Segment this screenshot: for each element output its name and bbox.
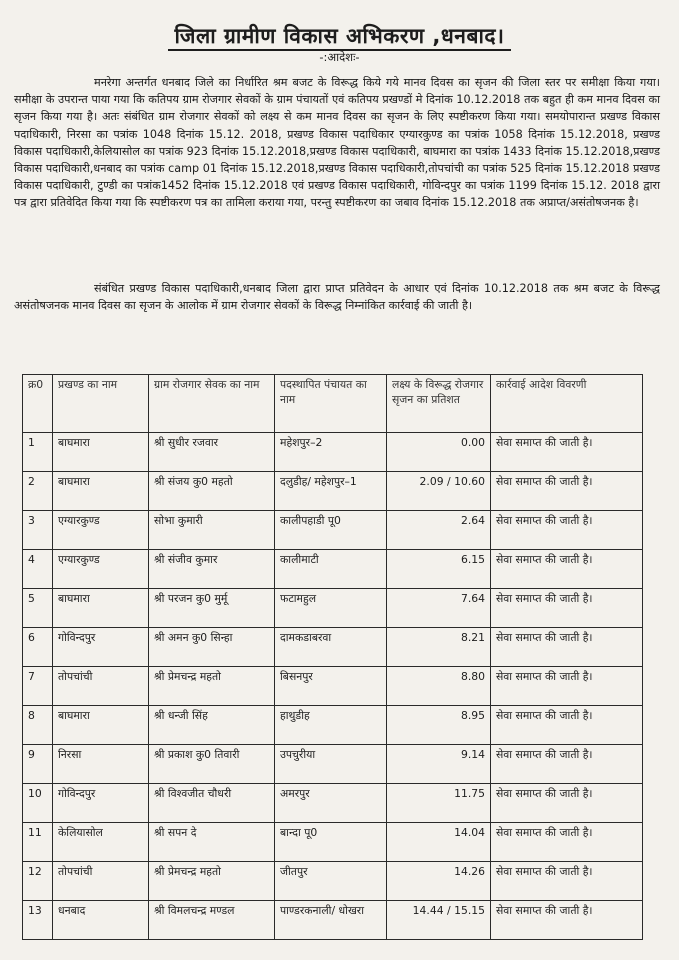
cell-sevak: श्री संजय कु0 महतो — [149, 472, 275, 511]
cell-panchayat: जीतपुर — [275, 862, 387, 901]
cell-block: बाघमारा — [53, 472, 149, 511]
cell-sn: 5 — [23, 589, 53, 628]
cell-block: एग्यारकुण्ड — [53, 550, 149, 589]
cell-sevak: श्री संजीव कुमार — [149, 550, 275, 589]
cell-sn: 8 — [23, 706, 53, 745]
table-body — [23, 433, 643, 940]
cell-block: निरसा — [53, 745, 149, 784]
cell-sevak: श्री प्रेमचन्द्र महतो — [149, 667, 275, 706]
table-row — [23, 901, 643, 940]
cell-panchayat: बिसनपुर — [275, 667, 387, 706]
cell-sn: 2 — [23, 472, 53, 511]
cell-panchayat: कालीपहाडी पू0 — [275, 511, 387, 550]
cell-percent: 2.09 / 10.60 — [387, 472, 491, 511]
cell-block: केलियासोल — [53, 823, 149, 862]
cell-percent: 8.80 — [387, 667, 491, 706]
table-row — [23, 784, 643, 823]
header-block: प्रखण्ड का नाम — [53, 375, 149, 433]
table-row — [23, 862, 643, 901]
document-title-text: जिला ग्रामीण विकास अभिकरण ,धनबाद। — [168, 24, 510, 51]
table-row — [23, 745, 643, 784]
cell-panchayat: उपचुरीया — [275, 745, 387, 784]
cell-panchayat: दामकडाबरवा — [275, 628, 387, 667]
cell-sevak: श्री सपन दे — [149, 823, 275, 862]
table-row — [23, 511, 643, 550]
cell-block: तोपचांची — [53, 667, 149, 706]
cell-panchayat: हाथुडीह — [275, 706, 387, 745]
table-row — [23, 550, 643, 589]
cell-sn: 10 — [23, 784, 53, 823]
cell-sn: 3 — [23, 511, 53, 550]
cell-panchayat: बान्दा पू0 — [275, 823, 387, 862]
cell-sn: 7 — [23, 667, 53, 706]
header-percent: लक्ष्य के विरूद्ध रोजगार सृजन का प्रतिशत — [387, 375, 491, 433]
cell-action: सेवा समाप्त की जाती है। — [491, 823, 643, 862]
table-row — [23, 667, 643, 706]
cell-percent: 14.44 / 15.15 — [387, 901, 491, 940]
cell-action: सेवा समाप्त की जाती है। — [491, 745, 643, 784]
cell-block: बाघमारा — [53, 706, 149, 745]
table-row — [23, 589, 643, 628]
cell-block: गोविन्दपुर — [53, 628, 149, 667]
cell-action: सेवा समाप्त की जाती है। — [491, 628, 643, 667]
cell-action: सेवा समाप्त की जाती है। — [491, 901, 643, 940]
cell-action: सेवा समाप्त की जाती है। — [491, 706, 643, 745]
cell-sn: 1 — [23, 433, 53, 472]
cell-action: सेवा समाप्त की जाती है। — [491, 589, 643, 628]
order-subtitle: -:आदेशः- — [319, 50, 360, 64]
cell-block: बाघमारा — [53, 433, 149, 472]
table-row — [23, 823, 643, 862]
cell-action: सेवा समाप्त की जाती है। — [491, 667, 643, 706]
header-panchayat: पदस्थापित पंचायत का नाम — [275, 375, 387, 433]
cell-panchayat: पाण्डरकनाली/ धोखरा — [275, 901, 387, 940]
cell-sn: 4 — [23, 550, 53, 589]
table-row — [23, 706, 643, 745]
cell-sevak: श्री परजन कु0 मुर्मू — [149, 589, 275, 628]
cell-sn: 11 — [23, 823, 53, 862]
header-sn: क्र0 — [23, 375, 53, 433]
paragraph-review: मनरेगा अन्तर्गत धनबाद जिले का निर्धारित श्रम बजट के विरूद्ध किये गये मानव दिवस का सृजन की जिला स्तर पर समीक्षा किया गया। समीक्षा के उपरान्त पाया गया कि कतिपय ग्राम रोजगार सेवकों के ग्राम पंचायतों एवं कतिपय प्रखण्डों मे दिनांक 10.12.2018 तक बहुत ही कम मानव दिवस का सृजन किया गया है। अतः संबंधित ग्राम रोजगार सेवकों को लक्ष्य से कम मानव दिवस का सृजन के लिए स्पष्टीकरण किया गया। समयोपारान्त प्रखण्ड विकास पदाधिकारी, निरसा का पत्रांक 1048 दिनांक 15.12. 2018, प्रखण्ड विकास पदाधिकार एग्यारकुण्ड का पत्रांक 1058 दिनांक 15.12.2018, प्रखण्ड विकास पदाधिकारी,केलियासोल का पत्रांक 923 दिनांक 15.12.2018,प्रखण्ड विकास पदाधिकारी, बाघमारा का पत्रांक 1433 दिनांक 15.12.2018,प्रखण्ड विकास पदाधिकारी,धनबाद का पत्रांक camp 01 दिनांक 15.12.2018,प्रखण्ड विकास पदाधिकारी,तोपचांची का पत्रांक 525 दिनांक 15.12.2018 प्रखण्ड विकास पदाधिकारी, टुण्डी का पत्रांक1452 दिनांक 15.12.2018 एवं प्रखण्ड विकास पदाधिकारी, गोविन्दपुर का पत्रांक 1199 दिनांक 15.12. 2018 द्वारा पत्र द्वारा प्रतिवेदित किया गया कि स्पष्टीकरण पत्र का तामिला कराया गया, परन्तु स्पष्टीकरण का जबाव दिनांक 15.12.2018 तक अप्राप्त/असंतोषजनक है। — [14, 76, 660, 210]
cell-percent: 8.21 — [387, 628, 491, 667]
cell-sevak: श्री विमलचन्द्र मण्डल — [149, 901, 275, 940]
cell-action: सेवा समाप्त की जाती है। — [491, 784, 643, 823]
cell-action: सेवा समाप्त की जाती है। — [491, 472, 643, 511]
cell-sn: 12 — [23, 862, 53, 901]
cell-action: सेवा समाप्त की जाती है। — [491, 862, 643, 901]
cell-panchayat: महेशपुर–2 — [275, 433, 387, 472]
table-row — [23, 472, 643, 511]
cell-percent: 11.75 — [387, 784, 491, 823]
cell-percent: 14.04 — [387, 823, 491, 862]
cell-percent: 0.00 — [387, 433, 491, 472]
cell-panchayat: कालीमाटी — [275, 550, 387, 589]
action-table — [22, 374, 643, 940]
cell-sn: 6 — [23, 628, 53, 667]
cell-sn: 9 — [23, 745, 53, 784]
cell-block: तोपचांची — [53, 862, 149, 901]
cell-block: गोविन्दपुर — [53, 784, 149, 823]
cell-percent: 7.64 — [387, 589, 491, 628]
cell-sevak: श्री अमन कु0 सिन्हा — [149, 628, 275, 667]
cell-sevak: सोभा कुमारी — [149, 511, 275, 550]
cell-percent: 9.14 — [387, 745, 491, 784]
cell-sevak: श्री सुधीर रजवार — [149, 433, 275, 472]
cell-panchayat: अमरपुर — [275, 784, 387, 823]
cell-panchayat: फटामहुल — [275, 589, 387, 628]
paragraph-action: संबंधित प्रखण्ड विकास पदाधिकारी,धनबाद जिला द्वारा प्राप्त प्रतिवेदन के आधार एवं दिनांक 10.12.2018 तक श्रम बजट के विरूद्ध असंतोषजनक मानव दिवस का सृजन के आलोक में ग्राम रोजगार सेवकों के विरूद्ध निम्नांकित कार्रवाई की जाती है। — [14, 282, 660, 313]
header-sevak: ग्राम रोजगार सेवक का नाम — [149, 375, 275, 433]
cell-percent: 8.95 — [387, 706, 491, 745]
cell-action: सेवा समाप्त की जाती है। — [491, 433, 643, 472]
cell-block: एग्यारकुण्ड — [53, 511, 149, 550]
cell-sevak: श्री धन्जी सिंह — [149, 706, 275, 745]
cell-action: सेवा समाप्त की जाती है। — [491, 550, 643, 589]
document-title — [0, 22, 679, 50]
table-row — [23, 628, 643, 667]
table-header-row — [23, 375, 643, 433]
cell-sevak: श्री विश्वजीत चौधरी — [149, 784, 275, 823]
cell-sn: 13 — [23, 901, 53, 940]
cell-percent: 14.26 — [387, 862, 491, 901]
cell-panchayat: दलुडीह/ महेशपुर–1 — [275, 472, 387, 511]
cell-sevak: श्री प्रेमचन्द्र महतो — [149, 862, 275, 901]
cell-action: सेवा समाप्त की जाती है। — [491, 511, 643, 550]
cell-sevak: श्री प्रकाश कु0 तिवारी — [149, 745, 275, 784]
cell-block: बाघमारा — [53, 589, 149, 628]
cell-block: धनबाद — [53, 901, 149, 940]
cell-percent: 2.64 — [387, 511, 491, 550]
header-action: कार्रवाई आदेश विवरणी — [491, 375, 643, 433]
cell-percent: 6.15 — [387, 550, 491, 589]
table-row — [23, 433, 643, 472]
